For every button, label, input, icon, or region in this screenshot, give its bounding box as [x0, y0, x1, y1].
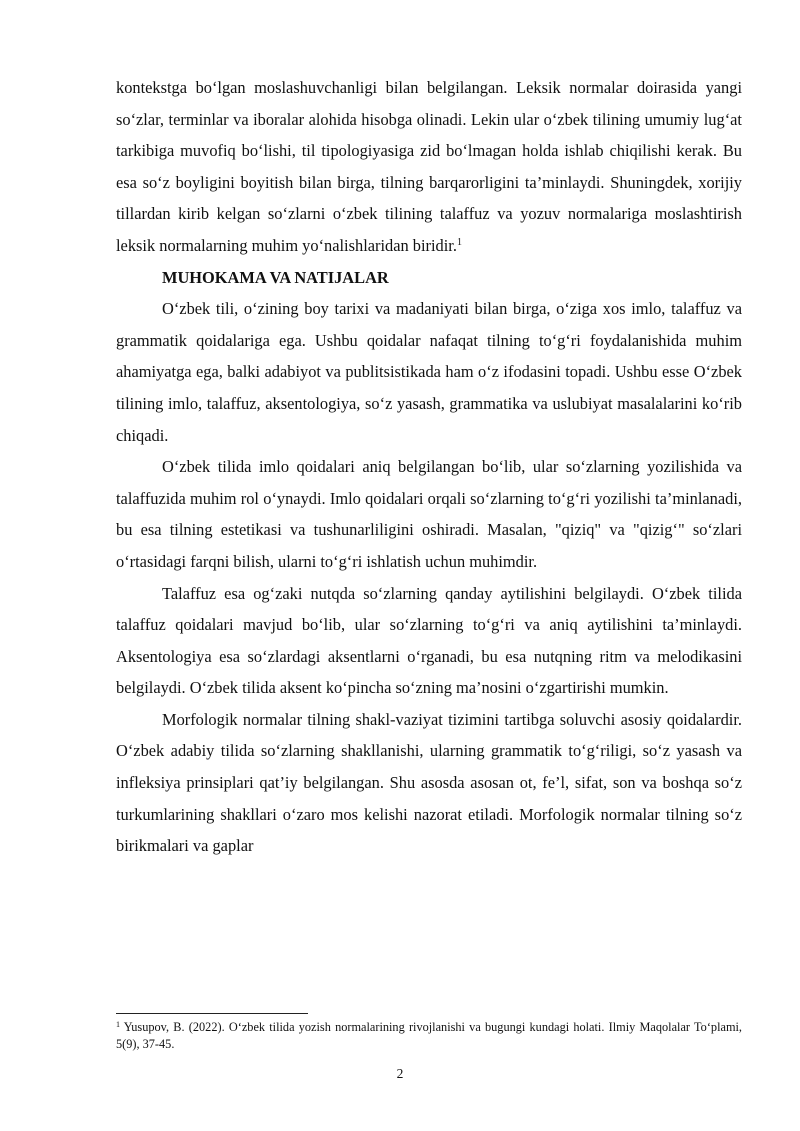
paragraph-3: Talaffuz esa og‘zaki nutqda so‘zlarning qanday aytilishini belgilaydi. O‘zbek tilida talaffuz qoidalari mavjud bo‘lib, ular so‘zlarning to‘g‘ri va aniq aytilishini ta’minlaydi. Aksentologiya esa so‘zlardagi aksentlarni o‘rganadi, bu esa nutqning ritm va melodikasini belgilaydi. O‘zbek tilida aksent ko‘pincha so‘zning ma’nosini o‘zgartirishi mumkin. — [116, 583, 742, 698]
paragraph-intro — [116, 72, 742, 262]
footnote-marker: 1 — [116, 1020, 120, 1029]
section-heading: MUHOKAMA VA NATIJALAR — [162, 267, 389, 287]
footnote-text: Yusupov, B. (2022). O‘zbek tilida yozish normalarining rivojlanishi va bugungi kundagi holati. Ilmiy Maqolalar To‘plami, 5(9), 37-45. — [116, 1020, 742, 1051]
paragraph-2: O‘zbek tilida imlo qoidalari aniq belgilangan bo‘lib, ular so‘zlarning yozilishida va talaffuzida muhim rol o‘ynaydi. Imlo qoidalari orqali so‘zlarning to‘g‘ri yozilishi ta’minlanadi, bu esa tilning estetikasi va tushunarliligini oshiradi. Masalan, "qiziq" va "qizig‘" so‘zlari o‘rtasidagi farqni bilish, ularni to‘g‘ri ishlatish uchun muhimdir. — [116, 457, 742, 571]
paragraph-intro-text: kontekstga bo‘lgan moslashuvchanligi bilan belgilangan. Leksik normalar doirasida yangi so‘zlar, terminlar va iboralar alohida hisobga olinadi. Lekin ular o‘zbek tilining umumiy lug‘at tarkibiga muvofiq bo‘lishi, til tipologiyasiga zid bo‘lmagan holda ishlab chiqilishi kerak. Bu esa so‘z boyligini boyitish bilan birga, tilning barqarorligini ta’minlaydi. Shuningdek, xorijiy tillardan kirib kelgan so‘zlarni o‘zbek tilining talaffuz va yozuv normalariga moslashtirish leksik normalarning muhim yo‘nalishlaridan biridir. — [116, 78, 742, 255]
body-text — [116, 72, 742, 862]
paragraph-1: O‘zbek tili, o‘zining boy tarixi va madaniyati bilan birga, o‘ziga xos imlo, talaffuz va grammatik qoidalariga ega. Ushbu qoidalar nafaqat tilning to‘g‘ri foydalanishida muhim ahamiyatga ega, balki adabiyot va publitsistikada ham o‘z ifodasini topadi. Ushbu esse O‘zbek tilining imlo, talaffuz, aksentologiya, so‘z yasash, grammatika va uslubiyat masalalarini ko‘rib chiqadi. — [116, 299, 742, 445]
page-number: 2 — [396, 1066, 404, 1081]
paragraph-4: Morfologik normalar tilning shakl-vaziyat tizimini tartibga soluvchi asosiy qoidalardir. O‘zbek adabiy tilida so‘zlarning shakllanishi, ularning grammatik to‘g‘riligi, so‘z yasash va infleksiya prinsiplari qat’iy belgilangan. Shu asosda asosan ot, fe’l, sifat, son va boshqa so‘z turkumlarining shakllari o‘zaro mos kelishi nazorat etiladi. Morfologik normalar tilning so‘z birikmalari va gaplar — [116, 709, 742, 856]
footnote — [116, 1019, 742, 1053]
footnote-divider — [116, 1013, 308, 1014]
footnote-reference[interactable]: 1 — [456, 236, 462, 248]
